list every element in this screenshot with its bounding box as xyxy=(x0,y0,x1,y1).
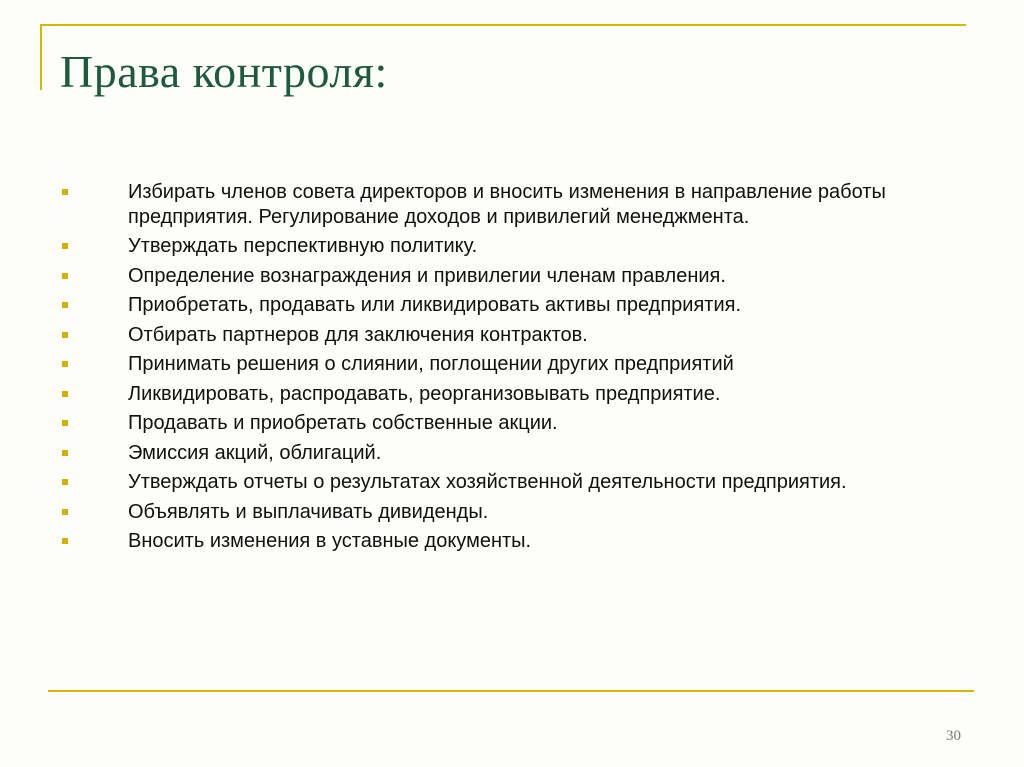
bullet-text: Отбирать партнеров для заключения контрактов. xyxy=(128,323,588,346)
bullet-text: Принимать решения о слиянии, поглощении других предприятий xyxy=(128,353,734,375)
square-bullet-icon xyxy=(62,273,68,279)
square-bullet-icon xyxy=(62,302,68,308)
bullet-text: Эмиссия акций, облигаций. xyxy=(128,441,382,464)
left-accent-line xyxy=(40,24,42,90)
slide-title: Права контроля: xyxy=(60,46,388,97)
bullet-list xyxy=(62,180,962,559)
bullet-text: Объявлять и выплачивать дивиденды. xyxy=(128,500,489,523)
bullet-text: Утверждать отчеты о результатах хозяйственной деятельности предприятия. xyxy=(128,471,847,493)
square-bullet-icon xyxy=(62,450,68,456)
bullet-text: Вносить изменения в уставные документы. xyxy=(128,530,532,552)
bullet-item xyxy=(62,352,962,377)
bottom-divider xyxy=(48,690,974,692)
bullet-item xyxy=(62,500,962,525)
bullet-text: Избирать членов совета директоров и вносить изменения в направление работы предприятия. Регулирование доходов и привилегий менеджмента. xyxy=(128,181,886,228)
square-bullet-icon xyxy=(62,243,68,249)
bullet-item xyxy=(62,293,962,318)
bullet-item xyxy=(62,180,962,229)
bullet-item xyxy=(62,441,962,466)
bullet-text: Приобретать, продавать или ликвидировать активы предприятия. xyxy=(128,294,742,316)
square-bullet-icon xyxy=(62,420,68,426)
square-bullet-icon xyxy=(62,332,68,338)
bullet-text: Ликвидировать, распродавать, реорганизовывать предприятие. xyxy=(128,382,721,405)
square-bullet-icon xyxy=(62,509,68,515)
page-number: 30 xyxy=(946,728,961,744)
square-bullet-icon xyxy=(62,479,68,485)
bullet-item xyxy=(62,411,962,436)
bullet-item xyxy=(62,382,962,407)
bullet-item xyxy=(62,264,962,289)
square-bullet-icon xyxy=(62,538,68,544)
square-bullet-icon xyxy=(62,189,68,195)
bullet-text: Определение вознаграждения и привилегии членам правления. xyxy=(128,264,726,287)
bullet-item xyxy=(62,234,962,259)
bullet-text: Утверждать перспективную политику. xyxy=(128,235,478,257)
bullet-item xyxy=(62,470,962,495)
top-divider xyxy=(40,24,966,26)
square-bullet-icon xyxy=(62,361,68,367)
square-bullet-icon xyxy=(62,391,68,397)
bullet-item xyxy=(62,323,962,348)
bullet-text: Продавать и приобретать собственные акции. xyxy=(128,412,558,434)
bullet-item xyxy=(62,529,962,554)
